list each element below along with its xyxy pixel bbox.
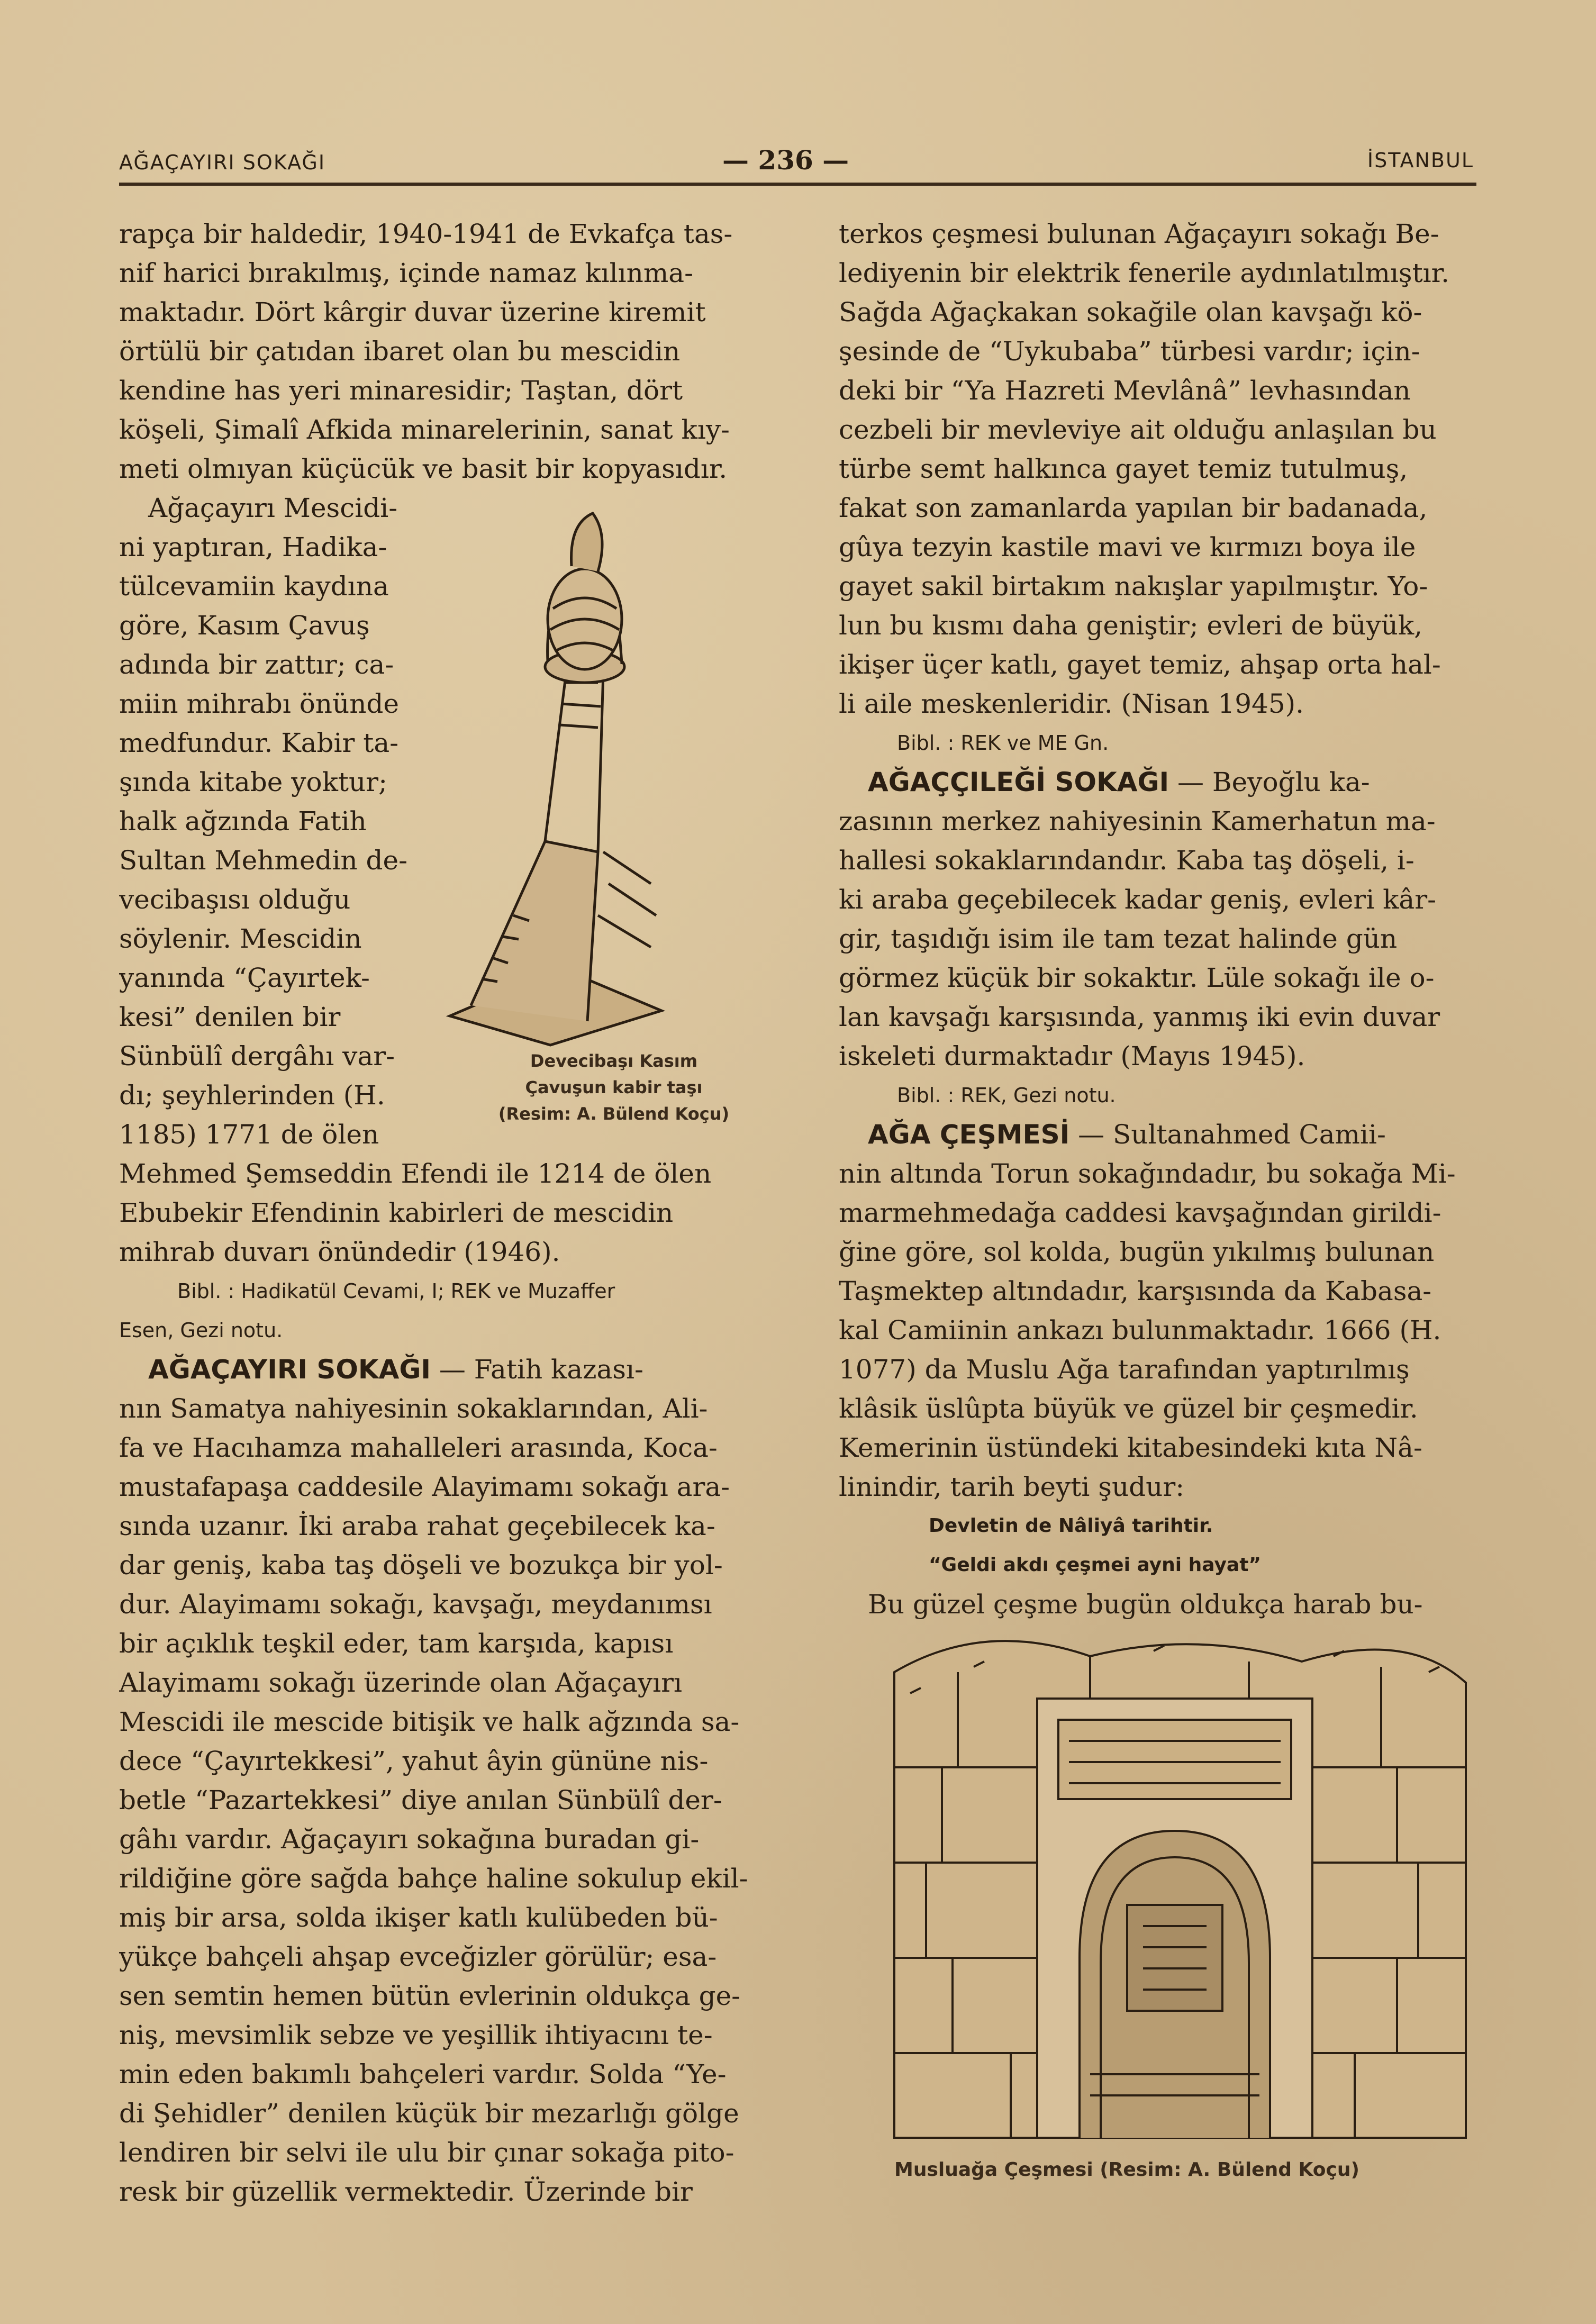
text-line: ğine göre, sol kolda, bugün yıkılmış bulunan [839, 1237, 1435, 1267]
text-line: medfundur. Kabir ta- [119, 728, 399, 758]
text-line: Ebubekir Efendinin kabirleri de mescidin [119, 1197, 674, 1228]
text-line: adında bir zattır; ca- [119, 649, 394, 680]
text-line: dar geniş, kaba taş döşeli ve bozukça bir yol- [119, 1550, 723, 1581]
text-line: sında uzanır. İki araba rahat geçebilecek ka- [119, 1511, 715, 1541]
bibliography: Bibl. : REK, Gezi notu. [897, 1084, 1116, 1107]
entry-first-text: — Fatih kazası- [430, 1354, 643, 1385]
text-line: Mescidi ile mescide bitişik ve halk ağzında sa- [119, 1706, 740, 1737]
text-line: marmehmedağa caddesi kavşağından girildi- [839, 1197, 1441, 1228]
text-line: ikişer üçer katlı, gayet temiz, ahşap orta hal- [839, 649, 1441, 680]
entry-title: AĞAÇÇILEĞİ SOKAĞI [868, 767, 1169, 797]
text-line: lun bu kısmı daha geniştir; evleri de büyük, [839, 610, 1423, 641]
text-line: sen semtin hemen bütün evlerinin oldukça ge- [119, 1981, 741, 2011]
entry-heading-line [119, 1350, 775, 1389]
text-line: örtülü bir çatıdan ibaret olan bu mescidin [119, 336, 681, 367]
text-line: rildiğine göre sağda bahçe haline sokulup ekil- [119, 1863, 748, 1894]
text-line: tülcevamiin kaydına [119, 571, 389, 602]
entry-first-text: — Sultanahmed Camii- [1069, 1119, 1386, 1150]
entry-title: AĞAÇAYIRI SOKAĞI [148, 1354, 431, 1385]
text-line: deki bir “Ya Hazreti Mevlânâ” levhasından [839, 375, 1411, 406]
header-right: İSTANBUL [1367, 149, 1474, 172]
header-rule [119, 183, 1476, 186]
text-line: Sağda Ağaçkakan sokağile olan kavşağı kö- [839, 297, 1422, 328]
text-line: 1077) da Muslu Ağa tarafından yaptırılmış [839, 1354, 1410, 1385]
text-line: cezbeli bir mevleviye ait olduğu anlaşılan bu [839, 414, 1437, 445]
text-line: li aile meskenleridir. (Nisan 1945). [839, 688, 1304, 719]
text-line: resk bir güzellik vermektedir. Üzerinde bir [119, 2176, 693, 2207]
text-line: Sultan Mehmedin de- [119, 845, 408, 876]
text-line: 1185) 1771 de ölen [119, 1119, 379, 1150]
text-line: lediyenin bir elektrik fenerile aydınlatılmıştır. [839, 258, 1449, 288]
caption-line: Devecibaşı Kasım [530, 1051, 698, 1071]
text-line: şesinde de “Uykubaba” türbesi vardır; için- [839, 336, 1420, 367]
text-line: hallesi sokaklarındandır. Kaba taş döşeli, i- [839, 845, 1414, 876]
figure-caption [466, 1048, 762, 1127]
text-line: Ağaçayırı Mescidi- [148, 493, 398, 523]
text-line: vecibaşısı olduğu [119, 884, 351, 915]
text-line: klâsik üslûpta büyük ve güzel bir çeşmedir. [839, 1393, 1418, 1424]
text-line: Bu güzel çeşme bugün oldukça harab bu- [868, 1589, 1423, 1620]
text-line: rapça bir haldedir, 1940-1941 de Evkafça tas- [119, 219, 733, 249]
narrow-paragraph [119, 488, 431, 1154]
bibliography: Bibl. : Hadikatül Cevami, I; REK ve Muzaffer [177, 1279, 615, 1303]
text-line: ki araba geçebilecek kadar geniş, evleri kâr- [839, 884, 1437, 915]
entry-title: AĞA ÇEŞMESİ [868, 1119, 1070, 1150]
text-line: maktadır. Dört kârgir duvar üzerine kiremit [119, 297, 706, 328]
gravestone-illustration [439, 503, 667, 1048]
figure-caption: Musluağa Çeşmesi (Resim: A. Bülend Koçu) [894, 2159, 1359, 2181]
text-line: dece “Çayırtekkesi”, yahut âyin gününe nis- [119, 1746, 709, 1776]
text-line: gayet sakil birtakım nakışlar yapılmıştır. Yo- [839, 571, 1428, 602]
text-line: türbe semt halkınca gayet temiz tutulmuş, [839, 453, 1408, 484]
text-line: gâhı vardır. Ağaçayırı sokağına buradan gi- [119, 1824, 700, 1855]
entry-heading-line [839, 1115, 1476, 1154]
text-line: di Şehidler” denilen küçük bir mezarlığı gölge [119, 2098, 739, 2129]
text-line: iskeleti durmaktadır (Mayıs 1945). [839, 1041, 1305, 1072]
text-line: niş, mevsimlik sebze ve yeşillik ihtiyacını te- [119, 2020, 713, 2050]
text-line: linindir, tarih beyti şudur: [839, 1472, 1185, 1502]
text-line: lan kavşağı karşısında, yanmış iki evin duvar [839, 1002, 1440, 1032]
text-line: mihrab duvarı önündedir (1946). [119, 1237, 560, 1267]
text-line: dur. Alayimamı sokağı, kavşağı, meydanımsı [119, 1589, 712, 1620]
text-line: min eden bakımlı bahçeleri vardır. Solda “Ye- [119, 2059, 727, 2090]
text-line: görmez küçük bir sokaktır. Lüle sokağı ile o- [839, 963, 1435, 993]
text-line: lendiren bir selvi ile ulu bir çınar sokağa pito- [119, 2137, 734, 2168]
caption-line: (Resim: A. Bülend Koçu) [498, 1104, 730, 1124]
text-line: ni yaptıran, Hadika- [119, 532, 387, 562]
text-line: Kemerinin üstündeki kitabesindeki kıta Nâ- [839, 1432, 1422, 1463]
text-line: fakat son zamanlarda yapılan bir badanada, [839, 493, 1428, 523]
entry-heading-line [839, 762, 1476, 802]
text-line: Taşmektep altındadır, karşısında da Kabasa- [839, 1276, 1432, 1306]
text-line: dı; şeyhlerinden (H. [119, 1080, 385, 1111]
text-line: gûya tezyin kastile mavi ve kırmızı boya ile [839, 532, 1416, 562]
page-number: — 236 — [722, 144, 849, 176]
verse-line: Devletin de Nâliyâ tarihtir. [929, 1515, 1213, 1537]
caption-line: Çavuşun kabir taşı [525, 1077, 703, 1097]
text-line: bir açıklık teşkil eder, tam karşıda, kapısı [119, 1628, 674, 1659]
text-line: yükçe bahçeli ahşap evceğizler görülür; esa- [119, 1941, 717, 1972]
text-line: kesi” denilen bir [119, 1002, 341, 1032]
text-line: yanında “Çayırtek- [119, 963, 370, 993]
text-line: terkos çeşmesi bulunan Ağaçayırı sokağı Be- [839, 219, 1439, 249]
text-line: miş bir arsa, solda ikişer katlı kulübeden bü- [119, 1902, 718, 1933]
text-line: nin altında Torun sokağındadır, bu sokağa Mi- [839, 1158, 1456, 1189]
text-line: Sünbülî dergâhı var- [119, 1041, 395, 1072]
text-line: kendine has yeri minaresidir; Taştan, dört [119, 375, 683, 406]
text-line: kal Camiinin ankazı bulunmaktadır. 1666 (H. [839, 1315, 1441, 1346]
right-column [839, 214, 1476, 1624]
text-line: mustafapaşa caddesile Alayimamı sokağı ara- [119, 1472, 730, 1502]
text-line: gir, taşıdığı isim ile tam tezat halinde gün [839, 923, 1398, 954]
text-line: Mehmed Şemseddin Efendi ile 1214 de ölen [119, 1158, 712, 1189]
text-line: nın Samatya nahiyesinin sokaklarından, Ali- [119, 1393, 708, 1424]
text-line: köşeli, Şimalî Afkida minarelerinin, sanat kıy- [119, 414, 730, 445]
verse-line: “Geldi akdı çeşmei ayni hayat” [929, 1554, 1262, 1576]
fountain-illustration [878, 1609, 1476, 2143]
text-line: halk ağzında Fatih [119, 806, 367, 837]
text-line: zasının merkez nahiyesinin Kamerhatun ma- [839, 806, 1436, 837]
text-line: şında kitabe yoktur; [119, 767, 387, 797]
text-line: göre, Kasım Çavuş [119, 610, 370, 641]
text-line: söylenir. Mescidin [119, 923, 362, 954]
entry-first-text: — Beyoğlu ka- [1169, 767, 1370, 797]
text-line: fa ve Hacıhamza mahalleleri arasında, Koca- [119, 1432, 718, 1463]
text-line: miin mihrabı önünde [119, 688, 400, 719]
text-line: meti olmıyan küçücük ve basit bir kopyasıdır. [119, 453, 728, 484]
text-line: betle “Pazartekkesi” diye anılan Sünbülî der- [119, 1785, 722, 1815]
text-line: nif harici bırakılmış, içinde namaz kılınma- [119, 258, 693, 288]
bibliography: Bibl. : REK ve ME Gn. [897, 731, 1109, 755]
bibliography: Esen, Gezi notu. [119, 1319, 283, 1342]
text-line: Alayimamı sokağı üzerinde olan Ağaçayırı [119, 1667, 683, 1698]
header-left: AĞAÇAYIRI SOKAĞI [119, 151, 326, 174]
running-header [119, 146, 1474, 183]
